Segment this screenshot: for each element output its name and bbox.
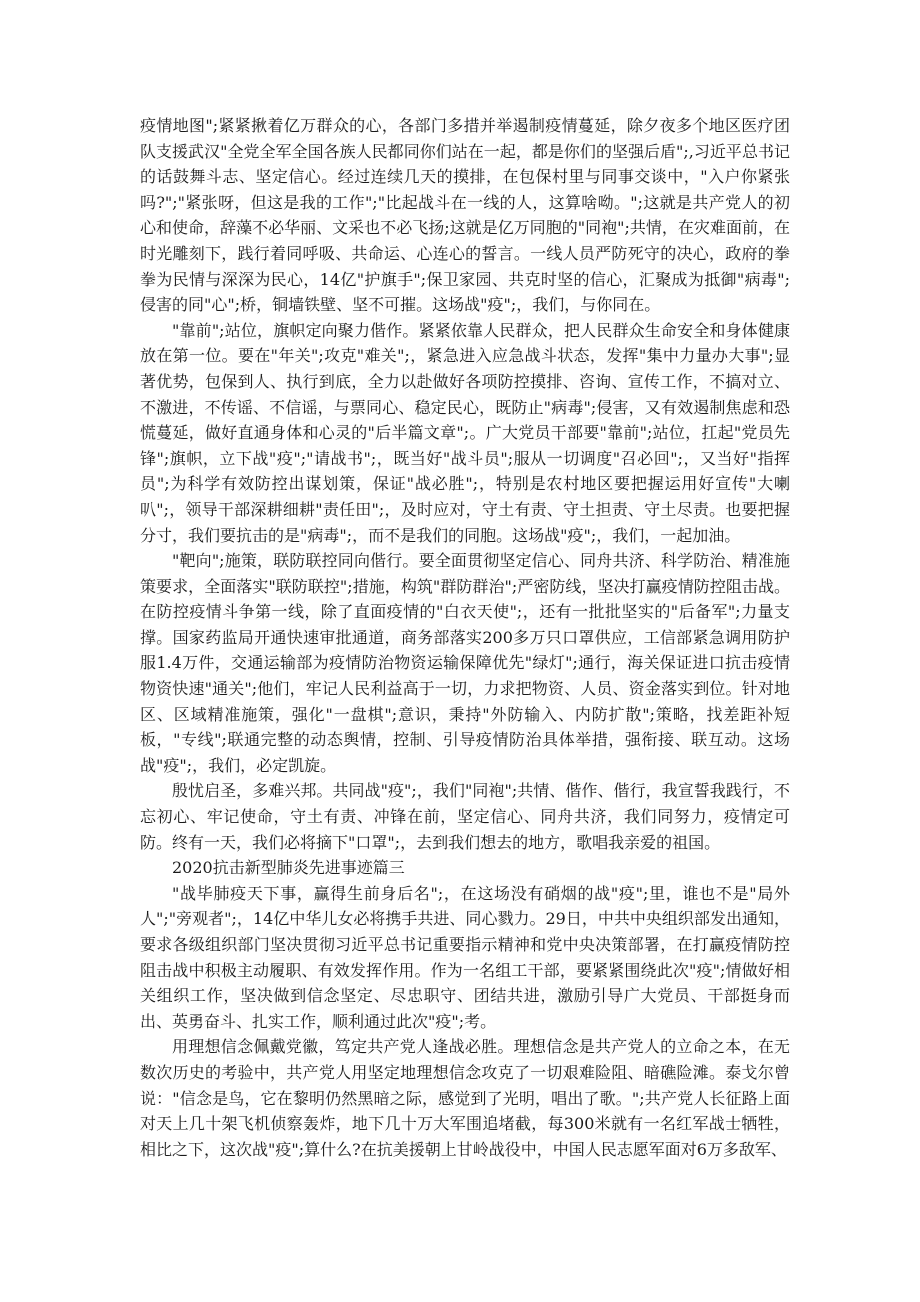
paragraph-2: "靠前";站位，旗帜定向聚力偕作。紧紧依靠人民群众，把人民群众生命安全和身体健康放在第一位。要在"年关";攻克"难关";，紧急进入应急战斗状态，发挥"集中力量办大事";显著优势，包保到人、执行到底，全力以赴做好各项防控摸排、咨询、宣传工作，不搞对立、不激进，不传谣、不信谣，与票同心、稳定民心，既防止"病毒";侵害，又有效遏制焦虑和恐慌蔓延，做好直通身体和心灵的"后半篇文章";。广大党员干部要"靠前";站位，扛起"党员先锋";旗帜，立下战"疫";"请战书";，既当好"战斗员";服从一切调度"召必回";，又当好"指挥员";为科学有效防控出谋划策，保证"战必胜";，特别是农村地区要把握运用好宣传"大喇叭";，领导干部深耕细耕"责任田";，及时应对，守土有责、守土担责、守土尽责。也要把握分寸，我们要抗击的是"病毒";，而不是我们的同胞。这场战"疫";，我们，一起加油。 [140, 320, 790, 545]
paragraph-6: 用理想信念佩戴党徽，笃定共产党人逢战必胜。理想信念是共产党人的立命之本，在无数次历史的考验中，共产党人用坚定地理想信念攻克了一切艰难险阻、暗礁险滩。泰戈尔曾说："信念是鸟，它在黎明仍然黑暗之际，感觉到了光明，唱出了歌。";共产党人长征路上面对天上几十架飞机侦察轰炸，地下几十万大军围追堵截，每300米就有一名红军战士牺牲，相比之下，这次战"疫";算什么?在抗美援朝上甘岭战役中，中国人民志愿军面对6万多敌军、 [140, 1037, 790, 1159]
section-heading: 2020抗击新型肺炎先进事迹篇三 [172, 858, 405, 878]
paragraph-5: "战毕肺疫天下事，赢得生前身后名";，在这场没有硝烟的战"疫";里，谁也不是"局外人";"旁观者";，14亿中华儿女必将携手共进、同心戮力。29日，中共中央组织部发出通知，要求各级组织部门坚决贯彻习近平总书记重要指示精神和党中央决策部署，在打赢疫情防控阻击战中积极主动履职、有效发挥作用。作为一名组工干部，要紧紧围绕此次"疫";情做好相关组织工作，坚决做到信念坚定、尽忠职守、团结共进，激励引导广大党员、干部挺身而出、英勇奋斗、扎实工作，顺利通过此次"疫";考。 [140, 883, 790, 1031]
paragraph-4: 殷忧启圣，多难兴邦。共同战"疫";，我们"同袍";共情、偕作、偕行，我宣誓我践行，不忘初心、牢记使命，守土有责、冲锋在前，坚定信心、同舟共济，我们同努力，疫情定可防。终有一天，我们必将摘下"口罩";，去到我们想去的地方，歌唱我亲爱的祖国。 [140, 781, 790, 852]
document-body [140, 113, 790, 1162]
paragraph-1: 疫情地图";紧紧揪着亿万群众的心，各部门多措并举遏制疫情蔓延，除夕夜多个地区医疗团队支援武汉"全党全军全国各族人民都同你们站在一起，都是你们的坚强后盾";,习近平总书记的话鼓舞斗志、坚定信心。经过连续几天的摸排，在包保村里与同事交谈中，"入户你紧张吗?";"紧张呀，但这是我的工作";"比起战斗在一线的人，这算啥呦。";这就是共产党人的初心和使命，辞藻不必华丽、文采也不必飞扬;这就是亿万同胞的"同袍";共情，在灾难面前，在时光雕刻下，践行着同呼吸、共命运、心连心的誓言。一线人员严防死守的决心，政府的拳拳为民情与深深为民心，14亿"护旗手";保卫家园、共克时坚的信心，汇聚成为抵御"病毒";侵害的同"心";桥，铜墙铁壁、坚不可摧。这场战"疫";，我们，与你同在。 [140, 116, 790, 315]
paragraph-3: "靶向";施策，联防联控同向偕行。要全面贯彻坚定信心、同舟共济、科学防治、精准施策要求，全面落实"联防联控";措施，构筑"群防群治";严密防线，坚决打赢疫情防控阻击战。在防控疫情斗争第一线，除了直面疫情的"白衣天使";，还有一批批坚实的"后备军";力量支撑。国家药监局开通快速审批通道，商务部落实200多万只口罩供应，工信部紧急调用防护服1.4万件，交通运输部为疫情防治物资运输保障优先"绿灯";通行，海关保证进口抗击疫情物资快速"通关";他们，牢记人民利益高于一切，力求把物资、人员、资金落实到位。针对地区、区域精准施策，强化"一盘棋";意识，秉持"外防输入、内防扩散";策略，找差距补短板，"专线";联通完整的动态舆情，控制、引导疫情防治具体举措，强衔接、联互动。这场战"疫";，我们，必定凯旋。 [140, 551, 790, 775]
